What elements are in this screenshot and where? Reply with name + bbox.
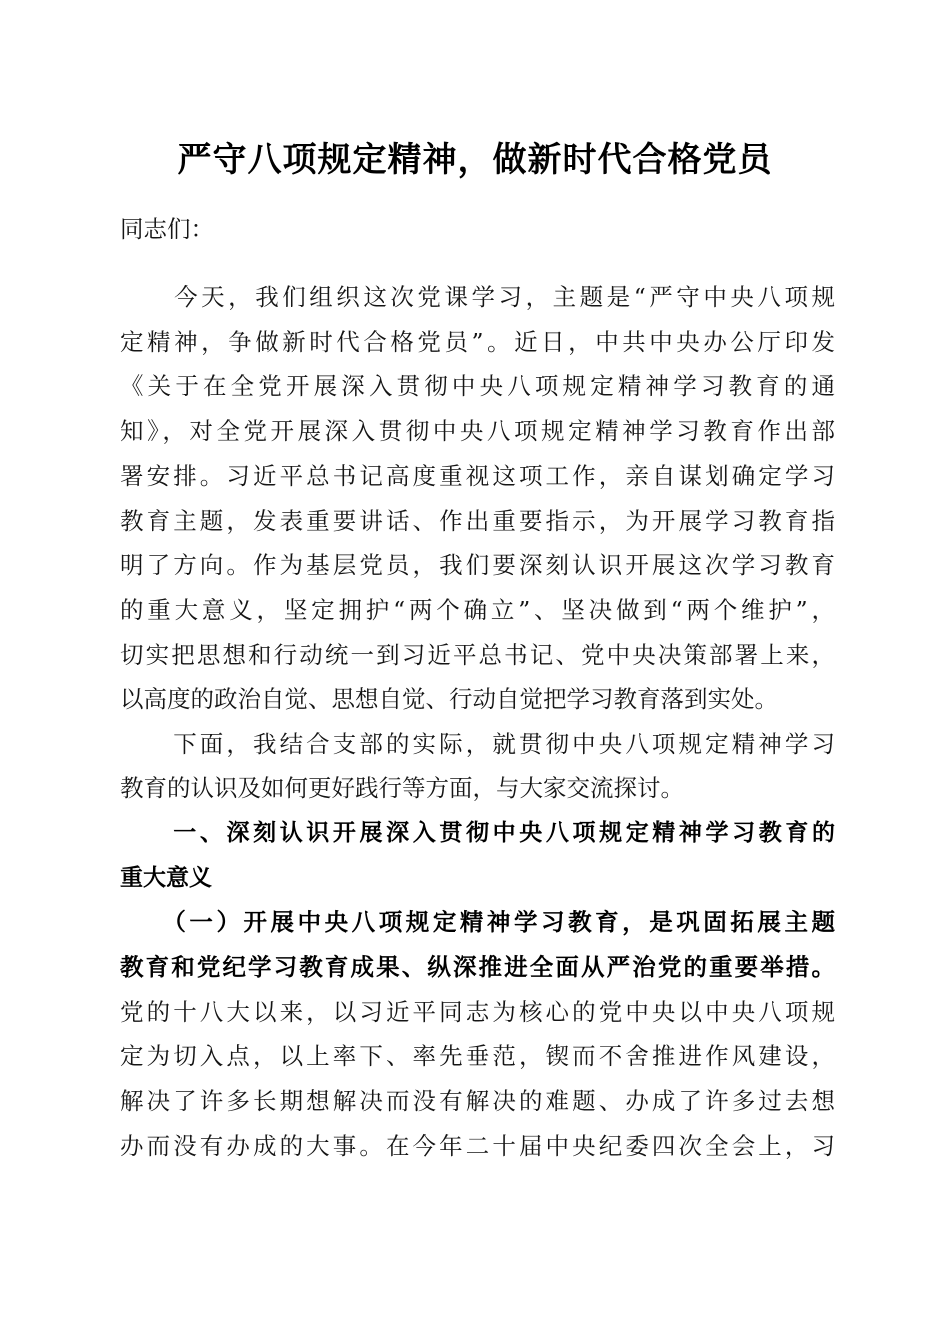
body-line: 下面，我结合支部的实际，就贯彻中央八项规定精神学习 xyxy=(120,730,835,758)
body-line: 的重大意义，坚定拥护“两个确立”、坚决做到“两个维护”， xyxy=(120,596,835,624)
salutation: 同志们： xyxy=(120,215,214,243)
body-line: 以高度的政治自觉、思想自觉、行动自觉把学习教育落到实处。 xyxy=(120,685,778,713)
body-line: 定精神，争做新时代合格党员”。近日，中共中央办公厅印发 xyxy=(120,328,835,356)
body-line: 党的十八大以来，以习近平同志为核心的党中央以中央八项规 xyxy=(120,998,835,1026)
body-line: 定为切入点，以上率下、率先垂范，锲而不舍推进作风建设， xyxy=(120,1042,835,1070)
section-heading: 重大意义 xyxy=(120,865,212,891)
document-title: 严守八项规定精神，做新时代合格党员 xyxy=(177,140,773,180)
body-line: 明了方向。作为基层党员，我们要深刻认识开展这次学习教育 xyxy=(120,551,835,579)
subsection-heading: （一）开展中央八项规定精神学习教育，是巩固拓展主题 xyxy=(120,908,835,936)
body-line: 《关于在全党开展深入贯彻中央八项规定精神学习教育的通 xyxy=(120,372,835,400)
body-line: 今天，我们组织这次党课学习，主题是“严守中央八项规 xyxy=(120,283,835,311)
body-line: 解决了许多长期想解决而没有解决的难题、办成了许多过去想 xyxy=(120,1087,835,1115)
body-line: 知》，对全党开展深入贯彻中央八项规定精神学习教育作出部 xyxy=(120,417,835,445)
body-line: 教育的认识及如何更好践行等方面，与大家交流探讨。 xyxy=(120,774,684,802)
body-line: 署安排。习近平总书记高度重视这项工作，亲自谋划确定学习 xyxy=(120,462,835,490)
subsection-heading: 教育和党纪学习教育成果、纵深推进全面从严治党的重要举措。 xyxy=(120,953,835,981)
section-heading: 一、深刻认识开展深入贯彻中央八项规定精神学习教育的 xyxy=(120,820,835,846)
body-line: 教育主题，发表重要讲话、作出重要指示，为开展学习教育指 xyxy=(120,507,835,535)
body-line: 办而没有办成的大事。在今年二十届中央纪委四次全会上，习 xyxy=(120,1132,835,1160)
body-line: 切实把思想和行动统一到习近平总书记、党中央决策部署上来， xyxy=(120,641,835,669)
